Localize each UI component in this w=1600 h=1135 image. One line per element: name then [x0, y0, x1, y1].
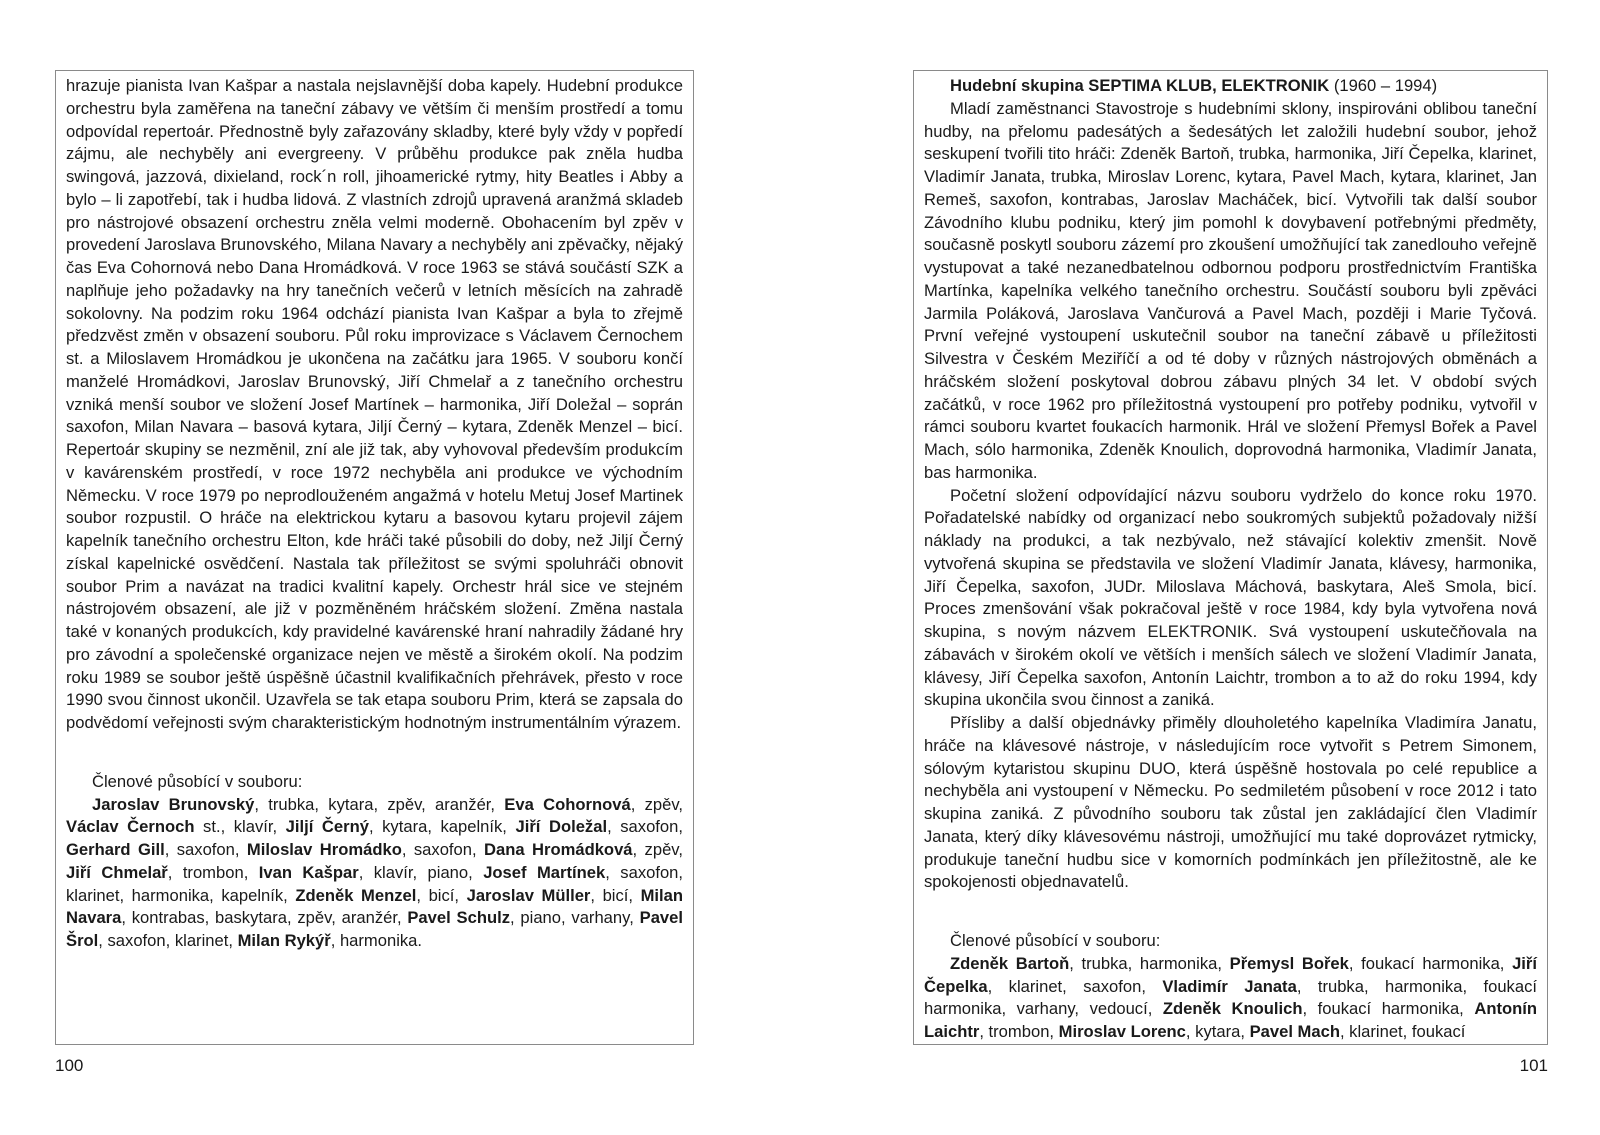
member-role: , kontrabas, baskytara, zpěv, aranžér,: [121, 908, 408, 928]
right-members-heading: Členové působící v souboru:: [950, 931, 1161, 950]
member-name: Dana Hromádková: [484, 840, 633, 859]
member-name: Jiří Doležal: [515, 817, 608, 837]
member-role: , foukací harmonika,: [1302, 999, 1475, 1019]
member-name: Jaroslav Müller: [466, 885, 591, 905]
left-members-heading: Členové působící v souboru:: [92, 771, 303, 791]
member-role: , zpěv,: [632, 840, 683, 859]
member-name: Pavel Šrol: [66, 908, 683, 950]
member-name: Zdeněk Menzel: [295, 885, 417, 905]
paragraph-gap: [924, 894, 1537, 930]
member-role: , saxofon,: [607, 817, 683, 837]
member-role: , klavír, piano,: [358, 862, 484, 882]
right-body-paragraph-1: Mladí zaměstnanci Stavostroje s hudebními sklony, inspirováni oblibou taneční hudby, na přelomu padesátých a šedesátých let založili hudební soubor, jehož seskupení tvořili tito hráči: Zdeněk Bartoň, trubka, harmonika, Jiří Čepelka, klarinet, Vladimír Janata, trubka, Miroslav Lorenc, kytara, Pavel Mach, kytara, klarinet, Jan Remeš, saxofon, kontrabas, Jaroslav Macháček, bicí. Vytvořili tak další soubor Závodního klubu podniku, který jim pomohl k dovybavení potřebnými předměty, současně poskytl souboru zázemí pro zkoušení umožňující tak zanedlouho veřejně vystupovat a také nezanedbatelnou odbornou podporu prostřednictvím Františka Martínka, kapelníka velkého tanečního orchestru. Součástí souboru byli zpěváci Jarmila Poláková, Jaroslava Vančurová a Pavel Mach, později i Marie Tyčová. První veřejné vystoupení uskutečnil soubor na taneční zábavě u příležitosti Silvestra v Českém Meziříčí a od té doby v různých nástrojových obměnách a hráčském složení poskytoval dobrou zábavu plných 34 let. V období svých začátků, v roce 1962 pro příležitostná vystoupení pro potřeby podniku, vytvořil v rámci souboru kvartet foukacích harmonik. Hrál ve složení Přemysl Bořek a Pavel Mach, sólo harmonika, Zdeněk Knoulich, doprovodná harmonika, Vladimír Janata, bas harmonika.: [924, 98, 1537, 482]
member-name: Milan Rykýř: [237, 931, 331, 950]
section-heading-title: Hudební skupina SEPTIMA KLUB, ELEKTRONIK: [950, 76, 1330, 95]
member-role: , saxofon, klarinet, harmonika, kapelník,: [66, 862, 684, 905]
member-role: , piano, varhany,: [510, 908, 640, 928]
section-heading-years: (1960 – 1994): [1329, 76, 1438, 95]
page-number-left: 100: [55, 1056, 84, 1075]
member-role: , klarinet, foukací: [1339, 1022, 1466, 1041]
member-role: , saxofon,: [401, 840, 485, 859]
member-role: , saxofon,: [164, 840, 247, 859]
member-name: Jiljí Černý: [285, 817, 369, 837]
right-body-paragraph-3: Přísliby a další objednávky přiměly dlouholetého kapelníka Vladimíra Janatu, hráče na klávesové nástroje, v následujícím roce vytvořit s Petrem Simonem, sólovým kytaristou skupinu DUO, která úspěšně hostovala po celé republice a nechyběla ani vystoupení v Německu. Po sedmiletém působení v roce 2012 i tato skupina zaniká. Z původního souboru tak zůstal jen zakládající člen Vladimír Janata, který díky klávesovému nástroji, umožňující mu také doprovázet rytmicky, produkuje taneční hudbu sice v komorních podmínkách jen příležitostně, ale ke spokojenosti objednavatelů.: [924, 713, 1537, 892]
left-body-paragraph: hrazuje pianista Ivan Kašpar a nastala nejslavnější doba kapely. Hudební produkce orchestru byla zaměřena na taneční zábavy ve větším či menším prostředí a tomu odpovídal repertoár. Přednostně byly zařazovány skladby, které byly vždy v popředí zájmu, ale nechyběly ani evergreeny. V průběhu produkce pak zněla hudba swingová, jazzová, dixieland, rock´n roll, jihoamerické rytmy, hity Beatles i Abby a bylo – li zapotřebí, tak i hudba lidová. Z vlastních zdrojů upravená aranžmá skladeb pro nástrojové obsazení orchestru zněla velmi moderně. Obohacením byl zpěv v provedení Jaroslava Brunovského, Milana Navary a nechyběly ani zpěvačky, nějaký čas Eva Cohornová nebo Dana Hromádková. V roce 1963 se stává součástí SZK a naplňuje jeho požadavky na hry tanečních večerů v letních měsících na zahradě sokolovny. Na podzim roku 1964 odchází pianista Ivan Kašpar a byla to zřejmě předzvěst změn v obsazení souboru. Půl roku improvizace s Václavem Černochem st. a Miloslavem Hromádkou je ukončena na začátku jara 1965. V souboru končí manželé Hromádkovi, Jaroslav Brunovský, Jiří Chmelař a z tanečního orchestru vzniká menší soubor ve složení Josef Martínek – harmonika, Jiří Doležal – soprán saxofon, Milan Navara – basová kytara, Jiljí Černý – kytara, Zdeněk Menzel – bicí. Repertoár skupiny se nezměnil, zní ale již tak, aby vyhovoval především produkcím v kavárenském prostředí, v roce 1972 nechyběla ani produkce ve východním Německu. V roce 1979 po neprodlouženém angažmá v hotelu Metuj Josef Martinek soubor rozpustil. O hráče na elektrickou kytaru a basovou kytaru projevil zájem kapelník tanečního orchestru Elton, kde hráči také působili do doby, než Jiljí Černý získal kapelnické osvědčení. Nastala tak příležitost se svými spoluhráči obnovit soubor Prim a navázat na tradici kvalitní kapely. Orchestr hrál sice ve stejném nástrojovém obsazení, ale již v pozměněném hráčském složení. Změna nastala také v konaných produkcích, kdy pravidelné kavárenské hraní nahradily žádané hry pro závodní a společenské organizace nejen ve městě a širokém okolí. Na podzim roku 1989 se soubor ještě úspěšně účastnil kvalifikačních přehrávek, přesto v roce 1990 svou činnost ukončil. Uzavřela se tak etapa souboru Prim, která se zapsala do podvědomí veřejnosti svým charakteristickým hodnotným instrumentálním výrazem.: [66, 76, 683, 732]
right-members-list: [924, 953, 1537, 1044]
member-role: , trombon,: [167, 862, 259, 882]
paragraph-gap: [66, 735, 683, 771]
member-name: Milan Navara: [66, 885, 684, 928]
member-name: Antonín Laichtr: [924, 999, 1538, 1041]
member-name: Přemysl Bořek: [1229, 953, 1349, 973]
section-heading: [924, 75, 1537, 98]
member-name: Vladimír Janata: [1162, 976, 1297, 996]
left-members-list: [66, 794, 683, 953]
member-name: Eva Cohornová: [504, 794, 631, 814]
right-page-text-frame: [913, 70, 1548, 1045]
member-role: , saxofon, klarinet,: [98, 931, 238, 950]
member-role: , trombon,: [979, 1022, 1059, 1041]
member-role: , kytara,: [1185, 1022, 1250, 1041]
member-role: , trubka, kytara, zpěv, aranžér,: [254, 794, 505, 814]
left-page-text-frame: [55, 70, 694, 1045]
member-name: Ivan Kašpar: [258, 862, 359, 882]
member-role: , zpěv,: [630, 794, 684, 814]
member-name: Miroslav Lorenc: [1058, 1022, 1186, 1041]
member-name: Jiří Čepelka: [924, 953, 1537, 996]
member-role: , klarinet, saxofon,: [987, 976, 1163, 996]
member-name: Miloslav Hromádko: [246, 840, 402, 859]
member-name: Gerhard Gill: [66, 840, 165, 859]
member-name: Josef Martínek: [483, 862, 606, 882]
page-number-right: 101: [1519, 1056, 1548, 1075]
member-role: , kytara, kapelník,: [368, 817, 516, 837]
member-name: Pavel Mach: [1249, 1022, 1340, 1041]
member-name: Jaroslav Brunovský: [92, 794, 255, 814]
member-name: Pavel Schulz: [407, 908, 510, 928]
member-role: , harmonika.: [330, 931, 423, 950]
member-name: Zdeněk Bartoň: [950, 953, 1070, 973]
member-role: , foukací harmonika,: [1348, 953, 1513, 973]
member-role: st., klavír,: [194, 817, 286, 837]
member-name: Zdeněk Knoulich: [1162, 999, 1303, 1019]
member-role: , trubka, harmonika, foukací harmonika, varhany, vedoucí,: [924, 976, 1537, 1019]
member-name: Václav Černoch: [66, 817, 195, 837]
member-role: , bicí,: [590, 885, 641, 905]
member-role: , bicí,: [416, 885, 467, 905]
member-name: Jiří Chmelař: [66, 862, 168, 882]
member-role: , trubka, harmonika,: [1069, 953, 1230, 973]
right-body-paragraph-2: Početní složení odpovídající názvu souboru vydrželo do konce roku 1970. Pořadatelské nabídky od organizací nebo soukromých subjektů požadovaly nižší náklady na produkci, a tak nezbývalo, než stávající kolektiv zmenšit. Nově vytvořená skupina se představila ve složení Vladimír Janata, klávesy, harmonika, Jiří Čepelka, saxofon, JUDr. Miloslava Máchová, baskytara, Aleš Smola, bicí. Proces zmenšování však pokračoval ještě v roce 1984, kdy byla vytvořena nová skupina, s novým názvem ELEKTRONIK. Svá vystoupení uskutečňovala na zábavách v širokém okolí ve větších i menších sálech ve složení Vladimír Janata, klávesy, Jiří Čepelka saxofon, Antonín Laichtr, trombon a to až do roku 1994, kdy skupina ukončila svou činnost a zaniká.: [924, 485, 1537, 710]
